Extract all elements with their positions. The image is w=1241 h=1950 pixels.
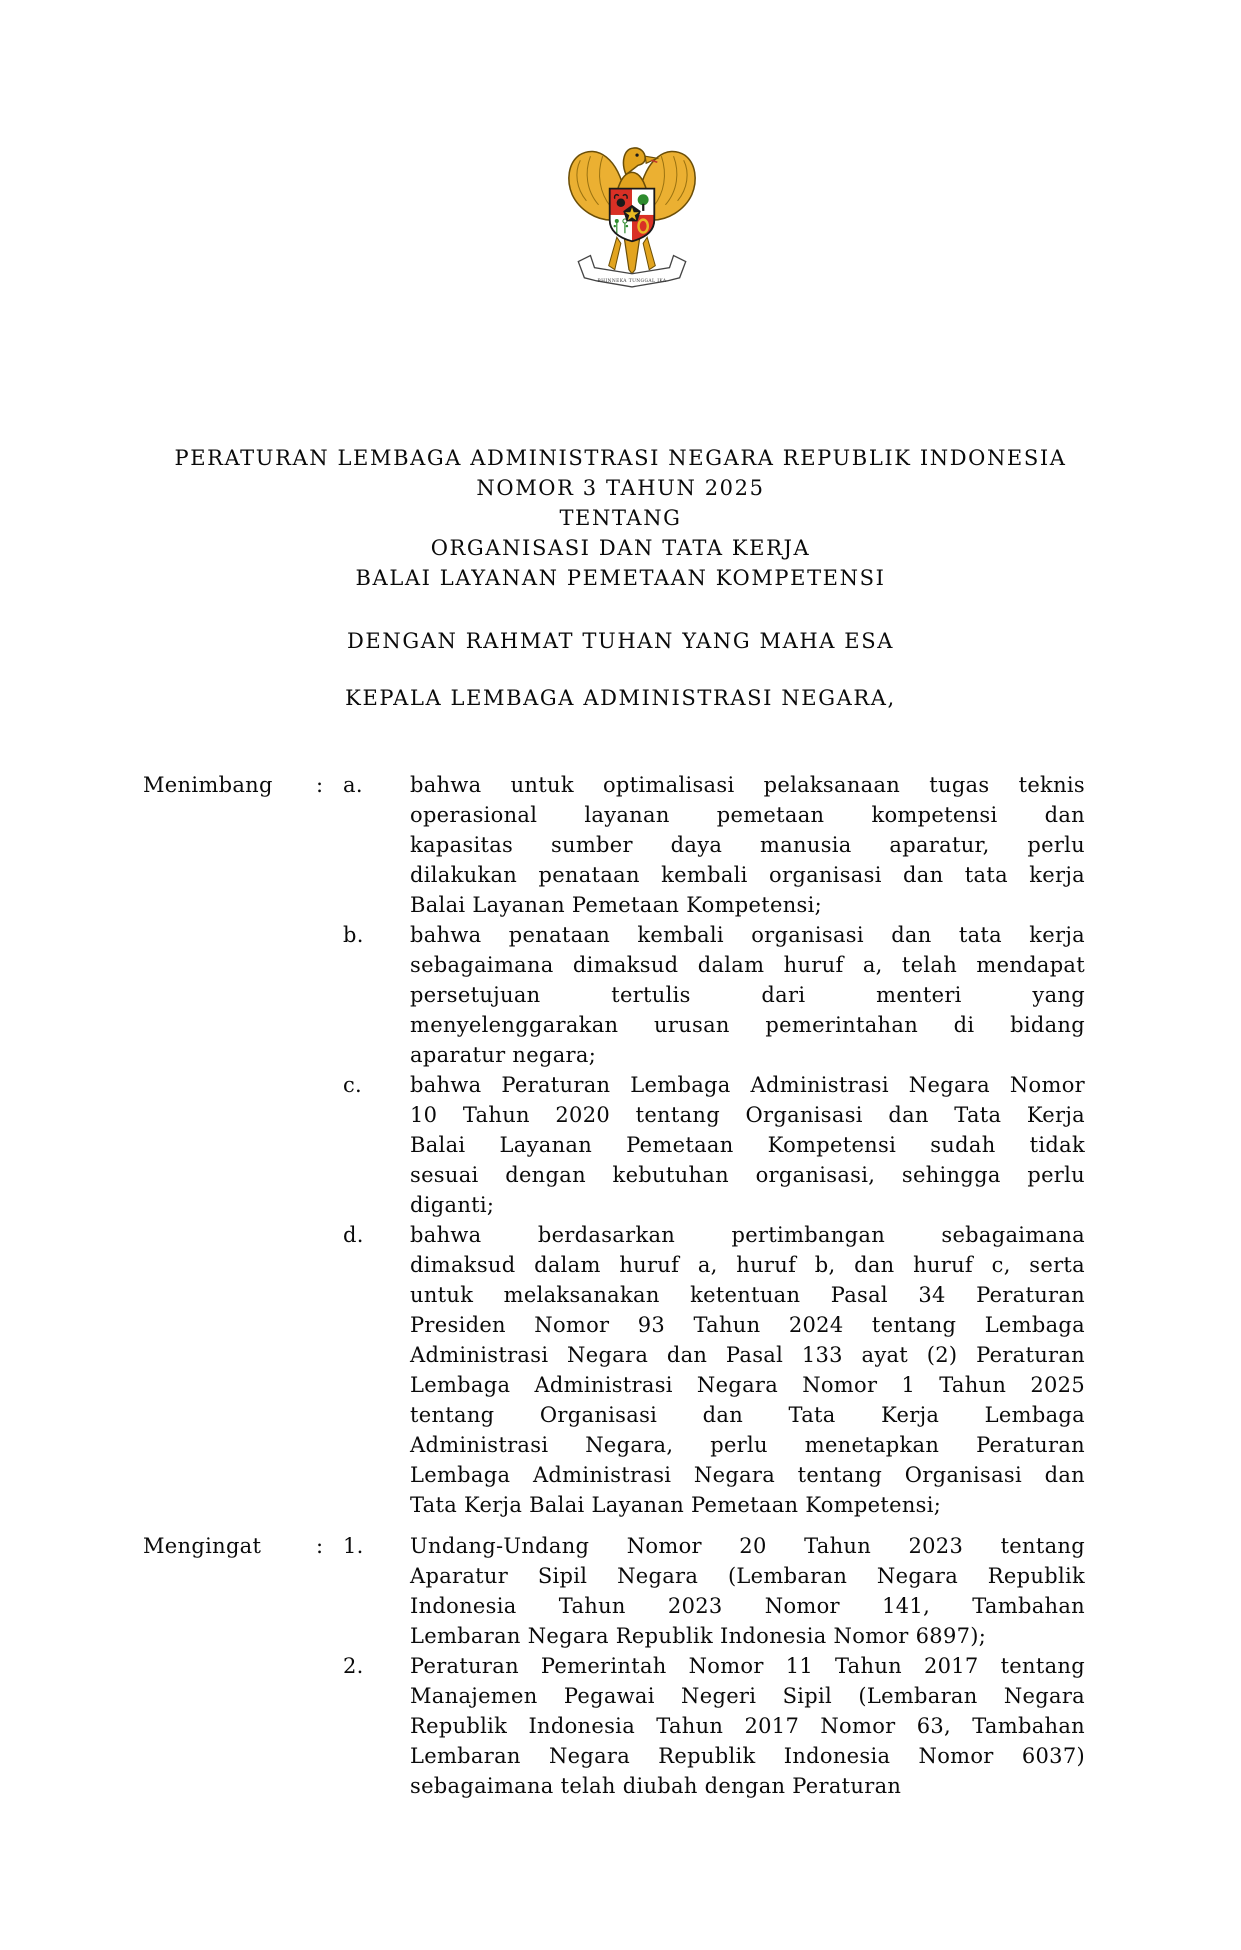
title-line: ORGANISASI DAN TATA KERJA [430, 536, 811, 560]
section-items [343, 770, 1085, 1520]
garuda-pancasila-emblem [566, 142, 698, 294]
item-marker: a. [343, 773, 363, 797]
item-marker: 1. [343, 1534, 364, 1558]
preamble-authority: KEPALA LEMBAGA ADMINISTRASI NEGARA, [345, 686, 896, 710]
section-items [343, 1531, 1085, 1801]
item-marker: c. [343, 1073, 363, 1097]
item-marker: 2. [343, 1654, 364, 1678]
text-line: untuk melaksanakan ketentuan Pasal 34 Peraturan [410, 1283, 1085, 1307]
text-line: aparatur negara; [410, 1043, 597, 1067]
text-line: sebagaimana dimaksud dalam huruf a, telah mendapat [410, 953, 1085, 977]
text-line: menyelenggarakan urusan pemerintahan di bidang [410, 1013, 1085, 1037]
text-line: dimaksud dalam huruf a, huruf b, dan huruf c, serta [410, 1253, 1085, 1277]
text-line: Lembaran Negara Republik Indonesia Nomor 6037) [410, 1744, 1085, 1768]
text-line: bahwa berdasarkan pertimbangan sebagaimana [410, 1223, 1085, 1247]
text-line: Indonesia Tahun 2023 Nomor 141, Tambahan [410, 1594, 1085, 1618]
text-line: diganti; [410, 1193, 495, 1217]
tree-icon [638, 194, 649, 205]
text-line: Presiden Nomor 93 Tahun 2024 tentang Lembaga [410, 1313, 1085, 1337]
text-line: dilakukan penataan kembali organisasi dan tata kerja [410, 863, 1085, 887]
title-line: BALAI LAYANAN PEMETAAN KOMPETENSI [355, 566, 886, 590]
right-leg [643, 237, 655, 269]
text-line: persetujuan tertulis dari menteri yang [410, 983, 1085, 1007]
text-line: Peraturan Pemerintah Nomor 11 Tahun 2017 tentang [410, 1654, 1085, 1678]
text-line: Lembaga Administrasi Negara Nomor 1 Tahun 2025 [410, 1373, 1085, 1397]
text-line: sebagaimana telah diubah dengan Peraturan [410, 1774, 902, 1798]
text-line: Administrasi Negara dan Pasal 133 ayat (2) Peraturan [410, 1343, 1085, 1367]
item-body [410, 770, 1085, 920]
list-item [343, 920, 1085, 1070]
section-separator: : [316, 773, 324, 797]
text-line: Undang-Undang Nomor 20 Tahun 2023 tentang [410, 1534, 1085, 1558]
preamble-motto: DENGAN RAHMAT TUHAN YANG MAHA ESA [347, 629, 894, 653]
list-item [343, 1220, 1085, 1520]
text-line: tentang Organisasi dan Tata Kerja Lembaga [410, 1403, 1085, 1427]
text-line: sesuai dengan kebutuhan organisasi, sehingga perlu [410, 1163, 1085, 1187]
section-label: Menimbang [143, 773, 273, 797]
text-line: operasional layanan pemetaan kompetensi dan [410, 803, 1085, 827]
preamble-sections [143, 770, 1085, 1801]
section-separator: : [316, 1534, 324, 1558]
banner-text: BHINNEKA TUNGGAL IKA [597, 278, 667, 284]
item-body [410, 920, 1085, 1070]
list-item [343, 1651, 1085, 1801]
item-body [410, 1220, 1085, 1520]
text-line: Lembaran Negara Republik Indonesia Nomor 6897); [410, 1624, 987, 1648]
title-line: NOMOR 3 TAHUN 2025 [476, 476, 765, 500]
text-line: bahwa untuk optimalisasi pelaksanaan tugas teknis [410, 773, 1085, 797]
text-line: Balai Layanan Pemetaan Kompetensi sudah tidak [410, 1133, 1085, 1157]
item-body [410, 1531, 1085, 1651]
title-line: TENTANG [559, 506, 682, 530]
text-line: kapasitas sumber daya manusia aparatur, perlu [410, 833, 1085, 857]
head [623, 148, 645, 174]
text-line: bahwa Peraturan Lembaga Administrasi Negara Nomor [410, 1073, 1085, 1097]
text-line: Lembaga Administrasi Negara tentang Organisasi dan [410, 1463, 1085, 1487]
text-line: Balai Layanan Pemetaan Kompetensi; [410, 893, 823, 917]
section-label: Mengingat [143, 1534, 262, 1558]
section-mengingat [143, 1531, 1085, 1801]
text-line: Republik Indonesia Tahun 2017 Nomor 63, Tambahan [410, 1714, 1085, 1738]
text-line: Administrasi Negara, perlu menetapkan Peraturan [410, 1433, 1085, 1457]
list-item [343, 1070, 1085, 1220]
garuda-emblem-graphic [566, 142, 698, 294]
section-menimbang [143, 770, 1085, 1520]
bull-icon [617, 199, 626, 208]
eye [635, 154, 638, 157]
item-body [410, 1651, 1085, 1801]
list-item [343, 770, 1085, 920]
item-marker: b. [343, 923, 364, 947]
title-line: PERATURAN LEMBAGA ADMINISTRASI NEGARA REPUBLIK INDONESIA [174, 446, 1067, 470]
text-line: Aparatur Sipil Negara (Lembaran Negara Republik [410, 1564, 1085, 1588]
text-line: Tata Kerja Balai Layanan Pemetaan Kompetensi; [410, 1493, 942, 1517]
left-leg [609, 237, 621, 269]
item-marker: d. [343, 1223, 364, 1247]
text-line: Manajemen Pegawai Negeri Sipil (Lembaran Negara [410, 1684, 1085, 1708]
text-line: bahwa penataan kembali organisasi dan tata kerja [410, 923, 1085, 947]
text-line: 10 Tahun 2020 tentang Organisasi dan Tata Kerja [410, 1103, 1085, 1127]
document-title [0, 443, 1241, 593]
item-body [410, 1070, 1085, 1220]
list-item [343, 1531, 1085, 1651]
